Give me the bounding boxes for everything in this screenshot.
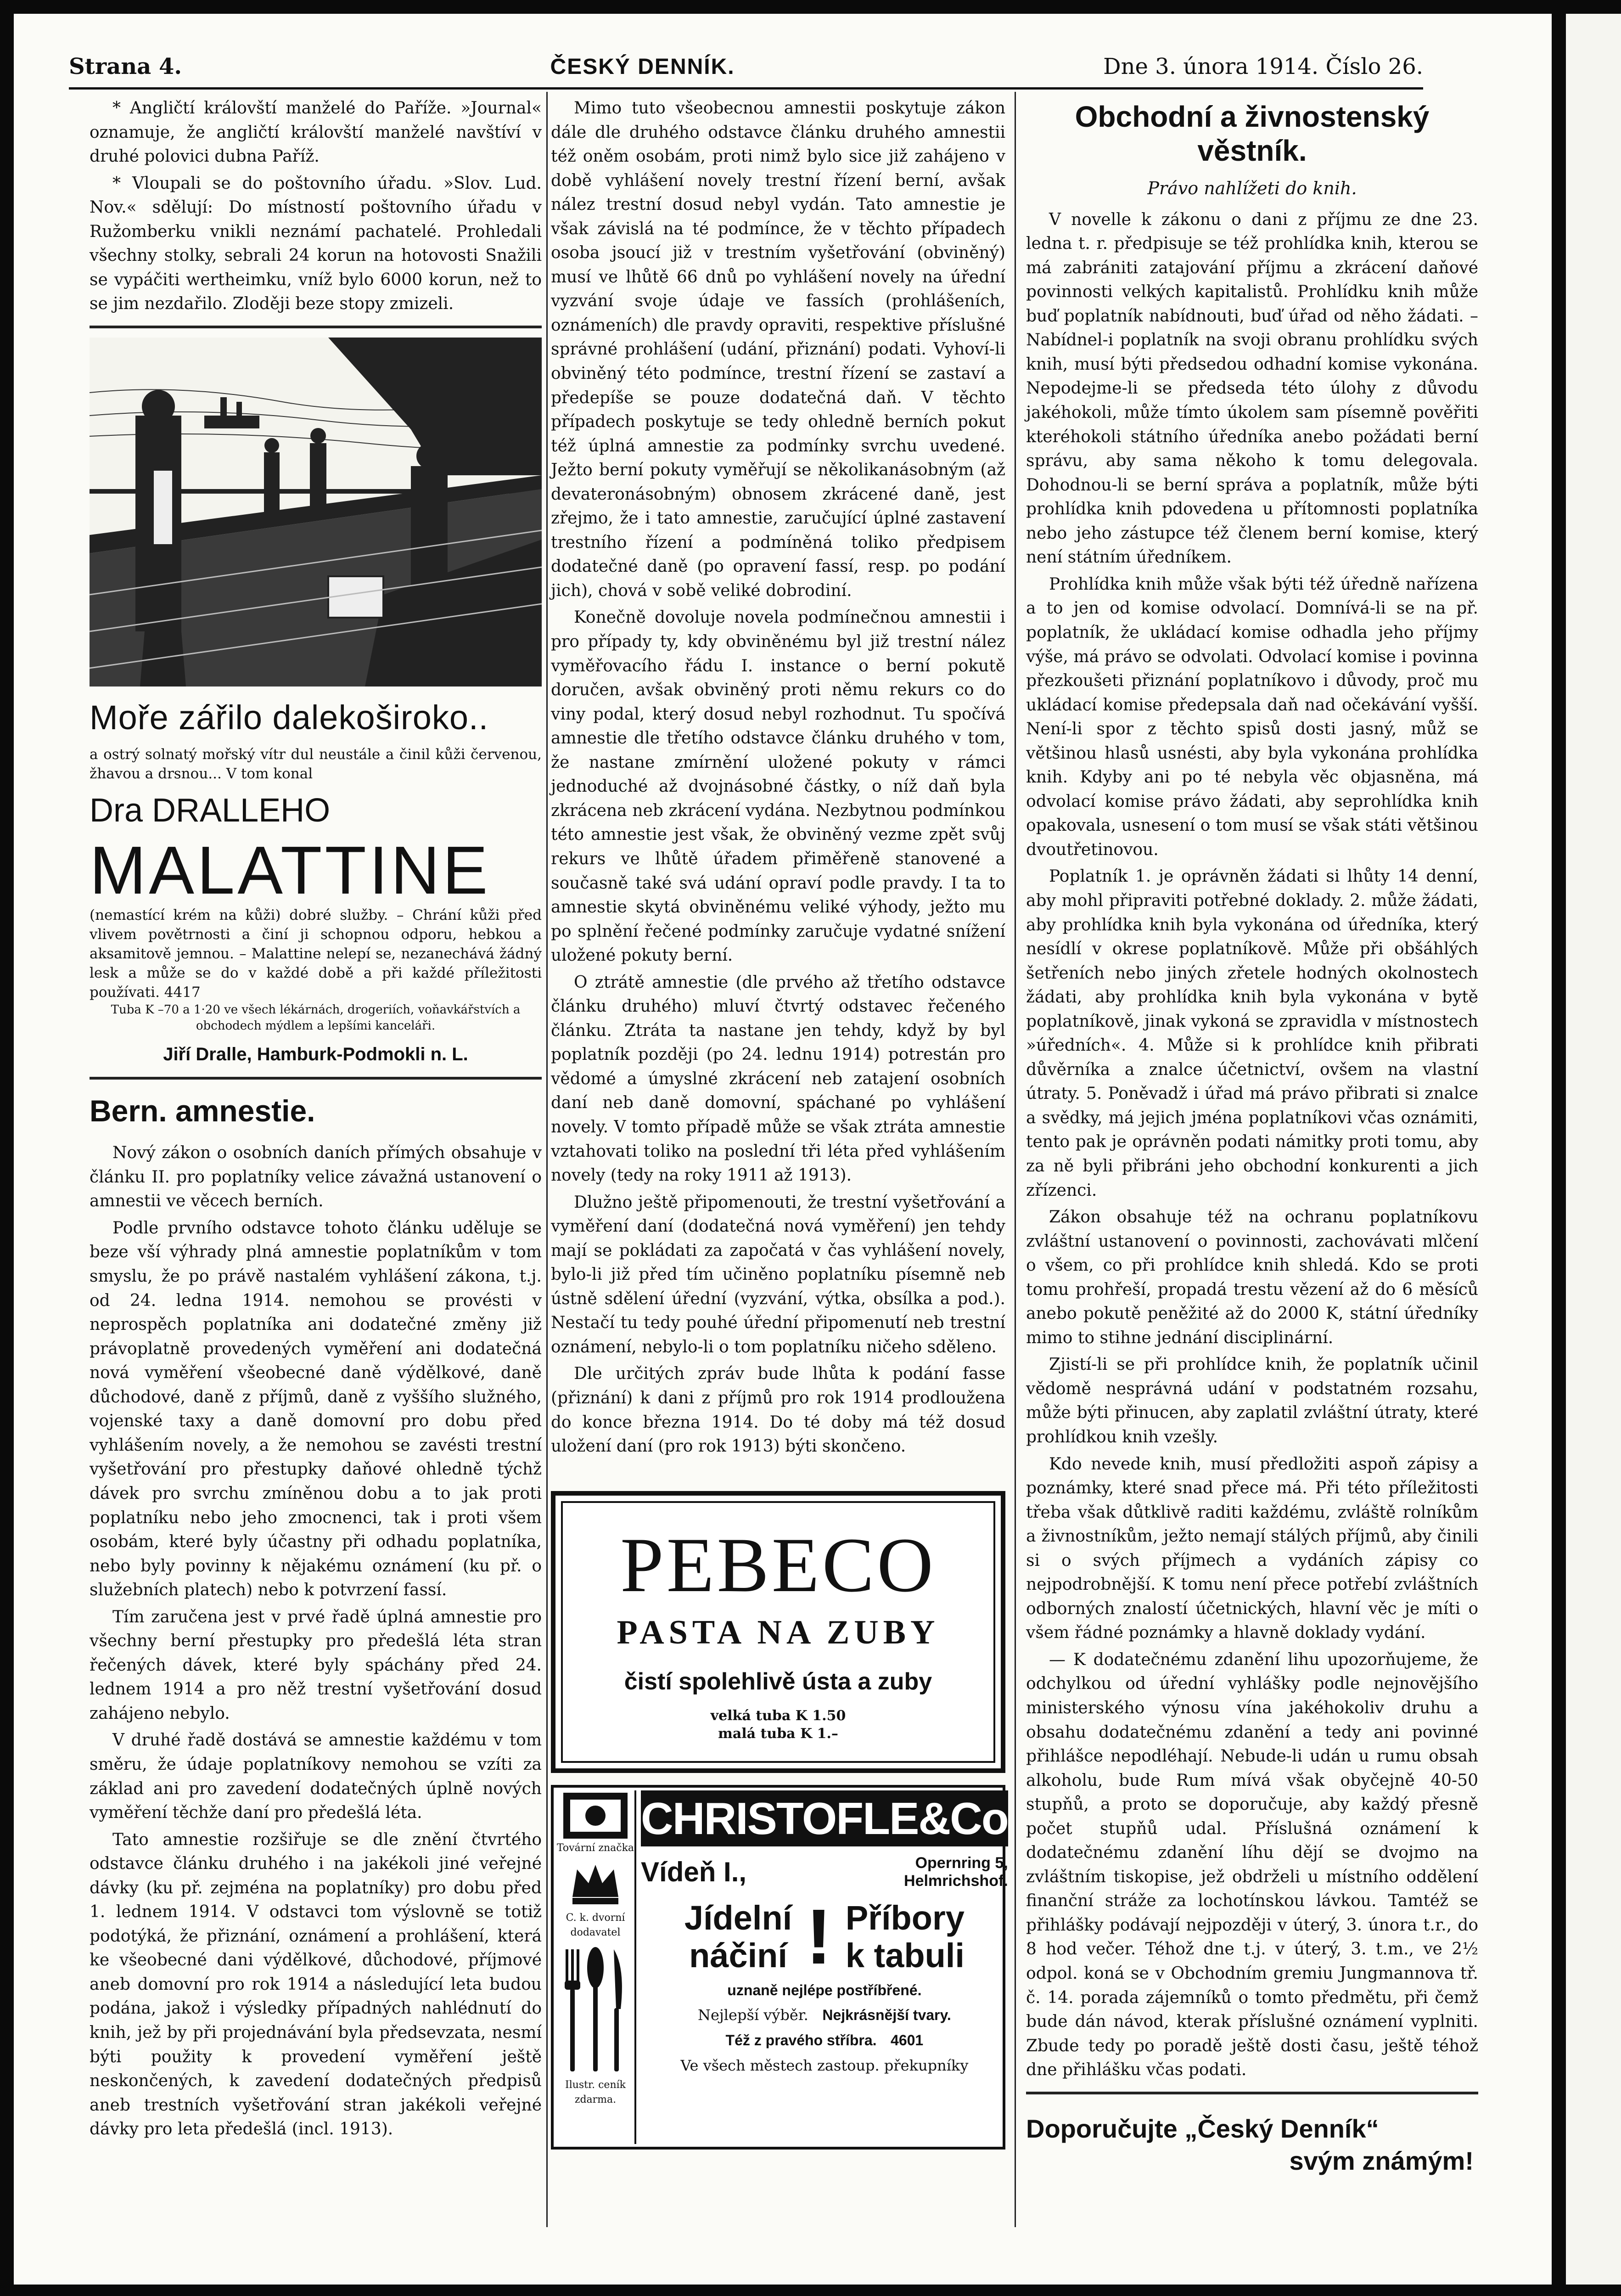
crown-emblem-icon — [563, 1856, 628, 1911]
section-heading: Obchodní a živnostenský věstník. — [1075, 100, 1430, 167]
catalog-note: Ilustr. ceník zdarma. — [565, 2079, 626, 2105]
malattine-ad — [90, 338, 542, 1068]
column-2 — [551, 96, 1008, 2150]
article-paragraph: Prohlídka knih může však býti též úředně nařízena a to jen od komise odvolací. Domnívá-li se na př. poplatník, že ukládací komise odhadla jeho příjmy výše, má právo se odvolati. Odvolací komise i povinna přezkoušeti přiznání poplatníkovo i důvody, proč mu ukládací komise předepsala daň nad očekávání vyšší. Není-li spor z těchto spisů dosti jasný, můž se většinou hlasů usnésti, aby byla vykonána prohlídka knih. Kdyby ani po té nebyla věc objasněna, má odvolací komise právo žádati, aby seprohlídka knih opakovala, usnesení o tom musí se však státi většinou dvoutřetinovou. — [1026, 574, 1478, 859]
cutlery-icon — [556, 1940, 634, 2078]
ad-address — [641, 1852, 1008, 1892]
ad-price: velká tuba K 1.50 — [710, 1707, 846, 1724]
ad-prices: Tuba K –70 a 1·20 ve všech lékárnách, drogeriích, voňavkářstvích a obchodech mýdlem a lepšími kanceláři. — [111, 1003, 521, 1033]
news-item: * Angličtí královští manželé do Paříže. »Journal« oznamuje, že angličtí královští manželé navštíví v druhé polovici dubna Paříž. — [90, 99, 542, 166]
headline-word: náčiní — [689, 1936, 787, 1975]
article-paragraph: V druhé řadě dostává se amnestie každému v tom směru, že údaje poplatníkovy nemohou se vzíti za základ ani pro zavedení dodatečných úplně nových vyměření těchže daní pro předešlá léta. — [90, 1731, 542, 1823]
street-line: Opernring 5, — [915, 1854, 1008, 1872]
header-rule — [69, 87, 1423, 90]
ad-point: Nejkrásnější tvary. — [822, 2007, 951, 2024]
headline-word: Jídelní — [684, 1899, 792, 1937]
article-paragraph: Dlužno ještě připomenouti, že trestní vyšetřování a vyměření daní (dodatečná nová vyměření) jen tehdy mají se pokládati za započatá v čas vyhlášení novely, bylo-li již před tím učiněno poplatníku písemně neb ústně sdělení úřední (vyzvání, výtka, obsílka a pod.). Nestačí tu tedy pouhé úřední připomenutí neb trestní oznámení, nebylo-li o tom poplatníku ničeho sděleno. — [551, 1193, 1005, 1356]
ad-prices — [572, 1707, 984, 1743]
ad-brand: MALATTINE — [90, 832, 491, 908]
ad-main — [636, 1790, 1013, 2144]
article-paragraph: Tato amnestie rozšiřuje se dle znění čtvrtého odstavce článku druhého i na jakékoli jiné veřejné dávky (ku př. zejména na poplatníky) pro dobu před 1. lednem 1914. V odstavci tom výslovně se totiž podotýká, že přiznání, oznámení a prohlášení, která ke všeobecné dani výdělkové, důchodové, příjmové aneb domovní pro rok 1914 a následující leta budou podána, jakož i výsledky případných nahlédnutí do knih, jež by při projednávání byla předsevzata, nesmí býti použity k provedení vyměření ještě neskončených, k zavedení dodatečných předpisů aneb trestních vyšetřování stran jakékoli veřejné dávky pro leta předešlá (incl. 1913). — [90, 1830, 542, 2139]
divider — [90, 326, 542, 328]
masthead: ČESKÝ DENNÍK. — [550, 54, 735, 79]
article-paragraph: Mimo tuto všeobecnou amnestii poskytuje zákon dále dle druhého odstavce článku druhého amnestii též oněm osobám, proti nimž bylo sice již zahájeno v době vyhlášení novely trestní řízení berní, avšak nález trestní dosud nebyl vydán. Tato amnestie je však závislá na té podmínce, že v těchto případech osoba jsoucí již v trestním vyšetřování (obviněný) musí ve lhůtě 66 dnů po vyhlášení novely na úřední vyzvání svoje údaje ve fassích (prohlášeních, oznámeních) dle pravdy opraviti, respektive příslušné správné prohlášení (udání, přiznání) podati. Vyhoví-li obviněný této podmínce, trestní řízení se zastaví a předepíše se pouze dodatečná daň. V těchto případech poskytuje se tedy ohledně berních pokut též úplná amnestie za podmínky svrchu uvedené. Ježto berní pokuty vyměřují se několikanásobným (až devateronásobným) obnosem zkrácené daně, jest zřejmo, že i tato amnestie, zaručující úplné zastavení trestního řízení a podmíněná toliko předpisem dodatečné daně (po opravení fassí, resp. po podání jich), chová v sobě veliké dobrodiní. — [551, 99, 1005, 600]
divider — [90, 1077, 542, 1080]
street-line: Helmrichshof. — [904, 1872, 1008, 1890]
pebeco-ad — [551, 1491, 1005, 1773]
article-paragraph: — K dodatečnému zdanění lihu upozorňujeme, že odchylkou od úřední vyhlášky podle nejnovějšího ministerského výnosu vína jakéhokoliv druhu a obsahu dodatečnému zdanění a tedy ani povinné přihlášce nepodléhají. Nebude-li udán u rumu obsah alkoholu, bude Rum mívá však obyčejně 40-50 stupňů, a proto se doporučuje, aby každý přesně počet stupňů udal. Příslušná oznámení k dodatečnému zdanění líhu dějí se dvojmo na zvláštním tiskopise, jež obdrželi u místního oddělení finanční stráže za lochotínskou lávkou. Tamtéž se přihlášky podávají nejpozději v úterý, 3. února t.r., do 8 hod večer. Téhož dne t.j. v úterý, 3. t.m., ve 2½ odpol. koná se v Obchodním gremiu Jungmannova tř. č. 14. porada zájemníků o tomto předmětu, při čemž bude dán návod, kterak příslušné oznámení vyplniti. Zbude tedy po poradě ještě dosti času, ještě téhož dne přihlášku včas podati. — [1026, 1650, 1478, 2080]
article-paragraph: Poplatník 1. je oprávněn žádati si lhůty 14 denní, aby mohl připraviti potřebné doklady. 2. může žádati, aby prohlídka knih byla vykonána od úředníka, který nesídlí v okrese poplatníkově. Může při obšáhlých šetřeních nebo jiných zřetele hodných okolnostech žádati, aby prohlídka knih byla vykonána v bytě poplatníkově, jinak vykoná se zpravidla v místnostech »úředních«. 4. Může si k prohlídce knih přibrati důvěrníka a znalce účetnictví, ovšem na vlastní útraty. 5. Poněvadž i úřad má právo přibrati si znalce a svědky, má jejich jména poplatníkovi včas oznámiti, tento pak je oprávněn podati námitky proti tomu, aby za ně byli přibráni jeho obchodní konkurenti a jich zřízenci. — [1026, 867, 1478, 1200]
page-gutter — [1552, 14, 1566, 2285]
article-paragraph: Tím zaručena jest v prvé řadě úplná amnestie pro všechny berní přestupky pro předešlá léta stran řečených dávek, které byly spáchány před 24. lednem 1914 a pro něž trestní vyšetřování dosud zahájeno nebylo. — [90, 1607, 542, 1723]
ad-slogan: Moře zářilo dalekoširoko.. — [90, 698, 489, 737]
next-page-edge — [1566, 14, 1621, 2285]
article-paragraph: Konečně dovoluje novela podmínečnou amnestii i pro případy ty, kdy obviněnému byl již trestní nález vyměřovacího řádu I. instance o berní pokutě doručen, avšak obviněný proti němu rekurs co do viny podal, který dosud nebyl rozhodnut. Tu spočívá amnestie dle třetího odstavce článku druhého v tom, že nastane zmírnění uložené pokuty v rámci jednoduché až dvojnásobné částky, o níž daň byla zkrácena neb zkrácení vydána. Nezbytnou podmínkou této amnestie jest však, že obviněný vezme zpět svůj rekurs ve lhůtě úřadem přiměřeně stanovené a současně také svá udání opraví podle pravdy. I ta to amnestie skytá obviněnému veliké výhody, ježto mu po splnění řečené podmínky zaručuje vydatné snížení uložené pokuty berní. — [551, 608, 1005, 965]
trademark-seal-icon — [561, 1790, 630, 1841]
christofle-ad — [551, 1785, 1008, 2150]
ad-silver-line — [641, 2030, 1008, 2051]
running-header — [69, 46, 1423, 87]
ad-claim: čistí spolehlivě ústa a zuby — [624, 1668, 932, 1695]
ad-brand: CHRISTOFLE&Co — [641, 1790, 1008, 1847]
ad-maker: Jiří Dralle, Hamburk-Podmokli n. L. — [163, 1044, 468, 1064]
column-rule — [1015, 92, 1016, 2227]
ad-point: Nejlepší výběr. — [697, 2006, 808, 2024]
column-rule — [546, 92, 548, 2227]
ad-subline — [641, 1980, 1008, 2001]
article-paragraph: Zjistí-li se při prohlídce knih, že poplatník učinil vědomě nesprávná udání v podstatném rozsahu, může býti přinucen, aby zaplatil zvláštní útraty, které prohlídkou knih vzešly. — [1026, 1355, 1478, 1446]
headline-word: Příbory — [845, 1899, 965, 1937]
article-paragraph: Dle určitých zpráv bude lhůta k podání fasse (přiznání) k dani z příjmů pro rok 1914 prodloužena do konce března 1914. Do té doby má též dosud uložení daní (pro rok 1913) býti skončeno. — [551, 1364, 1005, 1456]
ship-deck-illustration — [90, 338, 542, 687]
court-supplier: C. k. dvorní dodavatel — [566, 1912, 625, 1938]
article-paragraph: V novelle k zákonu o dani z příjmu ze dne 23. ledna t. r. předpisuje se též prohlídka knih, kterou se má zabrániti zatajování příjmu a zkrácení daňové povinnosti velkých kapitalistů. Prohlídku knih může buď poplatník nabídnouti, buď úřad od něho žádati. – Nabídnel-i poplatník na svoji obranu prohlídku svých knih, musí býti předsedou odhadní komise vykonána. Nepodejme-li se předseda této úlohy z důvodu jakéhokoli, může tímto úkolem sam písemně pověřiti kteréhokoli státního úředníka anebo požádati berní správu, aby sama někoho k tomu delegovala. Dohodnou-li se berní správa a poplatník, může býti prohlídka knih pdovedena u přítomnosti poplatníka nebo jeho zástupce též členem berní komise, který není státním úředníkem. — [1026, 210, 1478, 567]
ad-number: 4601 — [891, 2032, 924, 2049]
ad-headline — [641, 1893, 1008, 1981]
article-subheading: Právo nahlížeti do knih. — [1147, 178, 1357, 199]
article-paragraph: Kdo nevede knih, musí předložiti aspoň zápisy a poznámky, které snad přece má. Při této příležitosti třeba však důtklivě raditi každému, zvláště rolníkům a živnostníkům, ježto nemají stálých příjmů, aby činili si o svých příjmech a vydáních zápisy co nejpodrobnější. K tomu není přece potřebí zvláštních odborných znalostí účetnických, hlavní věc je míti o všem řádné poznámky a hlavně doklady vydání. — [1026, 1454, 1478, 1643]
ad-text: a ostrý solnatý mořský vítr dul neustále a činil kůži červenou, žhavou a drsnou... V tom konal — [90, 746, 542, 782]
ad-subline-text: uznaně nejlépe postříbřené. — [727, 1981, 922, 1998]
trademark-label: Tovární značka — [556, 1842, 634, 1854]
headline-left — [684, 1899, 792, 1974]
ad-dealers: Ve všech městech zastoup. překupníky — [680, 2056, 969, 2074]
divider — [1026, 2092, 1478, 2094]
recommend-line: Doporučujte „Český Denník“ — [1026, 2114, 1379, 2143]
ad-selling-points — [641, 2004, 1008, 2026]
headline-word: k tabuli — [845, 1936, 965, 1975]
ad-street — [904, 1854, 1008, 1890]
exclamation: ! — [806, 1893, 832, 1981]
ad-city: Vídeň I., — [641, 1857, 747, 1888]
issue-date: Dne 3. února 1914. Číslo 26. — [1103, 54, 1423, 79]
ad-price: malá tuba K 1.– — [718, 1725, 838, 1742]
recommend-box — [1026, 2113, 1478, 2177]
ad-point: Též z pravého stříbra. — [725, 2032, 877, 2049]
article-paragraph: Zákon obsahuje též na ochranu poplatníkovu zvláštní ustanovení o povinnosti, zachovávati mlčení o všem, co při prohlídce knih shledá. Kdo se proti tomu prohřeší, propadá trestu vězení až do 6 měsíců anebo pokutě peněžité až do 2000 K, státní úředníky mimo to stihne jednání disciplinární. — [1026, 1208, 1478, 1347]
ad-text: (nemastící krém na kůži) dobré služby. – Chrání kůži před vlivem povětrnosti a činí ji schopnou odporu, hebkou a aksamitově jemnou. – Malattine nelepí se, nezanechává žádný lesk a může se do v každé době a při každé příležitosti používati. 4417 — [90, 907, 542, 1001]
article-paragraph: Podle prvního odstavce tohoto článku uděluje se beze vší výhrady plná amnestie poplatníkům v tom smyslu, že po právě nastalém vyhlášení zákona, t.j. od 24. ledna 1914. nemohou se provésti v neprospěch poplatníka ani dodatečné změny již právoplatně provedených vyměření ani dodatečná nová vyměření všeobecné daně výdělkové, daně důchodové, daně z příjmů, daně z vyššího služného, vojenské taxy a daně domovní pro dobu před vyhlášením novely, a že nemohou se zavésti trestní vyšetřování pro přestupky daňové ohledně týchž dávek pro svrchu zmíněnou dobu a to jak proti poplatníku nebo jeho zmocnenci, tak i proti všem osobám, které byly účastny při odhadu poplatníka, nebo byly povinny k nějakému oznámení (ku př. o služebních platech) nebo k potvrzení fassí. — [90, 1218, 542, 1600]
ad-brand: PEBECO — [620, 1521, 936, 1608]
news-item: * Vloupali se do poštovního úřadu. »Slov. Lud. Nov.« sdělují: Do místností poštovního úřadu v Ružomberku vnikli neznámí pachatelé. Prohledali všechny stolky, sebrali 24 korun na hotovosti Snažili se vypáčiti wertheimku, vníž bylo 6000 korun, než to se jim nezdařilo. Zloději beze stopy zmizeli. — [90, 174, 542, 314]
ad-brand-owner: Dra DRALLEHO — [90, 792, 331, 829]
recommend-line: svým známým! — [1289, 2146, 1474, 2175]
article-paragraph: O ztrátě amnestie (dle prvého až třetího odstavce článku druhého) mluví čtvrtý odstavec řečeného článku. Ztráta ta nastane jen tehdy, když by byl poplatník později (po 24. lednu 1914) potrestán pro vědomé a úmyslné zkrácení neb zatajení osobních daní neb daně domovní, spáchané po vyhlášení novely. V tomto případě může se však ztráta amnestie vztahovati toliko na poslední tři léta před vyhlášením novely (tedy na roky 1911 až 1913). — [551, 973, 1005, 1185]
article-paragraph: Nový zákon o osobních daních přímých obsahuje v článku II. pro poplatníky velice závažná ustanovení o amnestii ve věcech berních. — [90, 1143, 542, 1211]
ad-sidebar — [556, 1790, 636, 2144]
column-1 — [90, 96, 542, 2144]
column-3 — [1026, 96, 1478, 2177]
headline-right — [846, 1899, 965, 1974]
ad-product: PASTA NA ZUBY — [617, 1613, 940, 1651]
article-heading: Bern. amnestie. — [90, 1093, 315, 1128]
page-number: Strana 4. — [69, 54, 182, 79]
